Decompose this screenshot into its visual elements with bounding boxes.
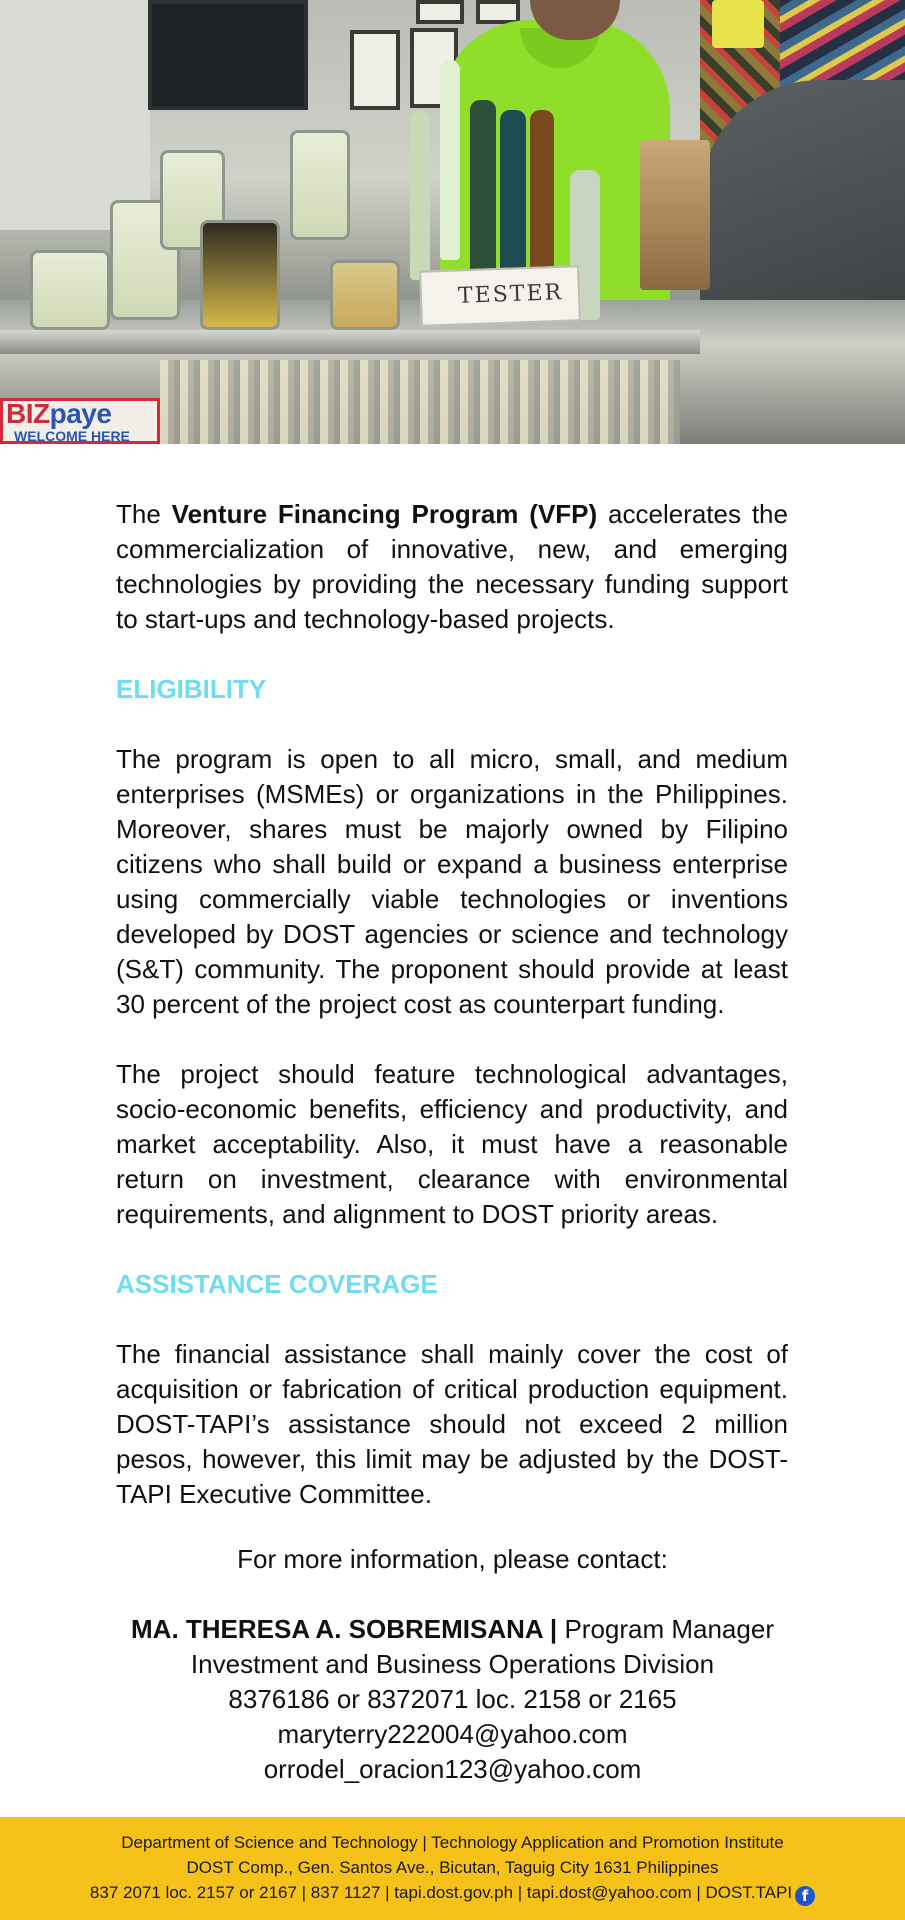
footer-address: DOST Comp., Gen. Santos Ave., Bicutan, Taguig City 1631 Philippines (186, 1858, 719, 1877)
footer-organization: Department of Science and Technology | Technology Application and Promotion Institute (121, 1833, 784, 1852)
product-jar (200, 220, 280, 330)
counter-shelf (0, 330, 700, 354)
contact-name-line (100, 1612, 805, 1647)
contact-division: Investment and Business Operations Division (190, 1649, 715, 1679)
intro-lead: The (116, 499, 172, 529)
assistance-heading: ASSISTANCE COVERAGE (116, 1269, 438, 1299)
bizpaye-welcome: WELCOME HERE (14, 428, 130, 444)
wall (0, 0, 150, 230)
intro-rest: accelerates the commercialization of innovative, new, and emerging technologies by providing the necessary funding support to start-ups and technology-based projects. (116, 499, 788, 634)
product-bottle (410, 110, 430, 280)
product-pouch (640, 140, 710, 290)
contact-phone: 8376186 or 8372071 loc. 2158 or 2165 (228, 1684, 677, 1714)
assistance-paragraph: The financial assistance shall mainly cover the cost of acquisition or fabrication of critical production equipment. DOST-TAPI’s assistance should not exceed 2 million pesos, however, this limit may be adjusted by the DOST-TAPI Executive Committee. (116, 1339, 788, 1509)
bizpaye-brand-part1: BIZ (6, 398, 50, 429)
product-jar (330, 260, 400, 330)
contact-email-1[interactable]: maryterry222004@yahoo.com (277, 1719, 628, 1749)
article-body (116, 497, 788, 1512)
tester-label: TESTER (457, 280, 564, 309)
contact-separator: | (542, 1614, 565, 1644)
eligibility-paragraph-1: The program is open to all micro, small, and medium enterprises (MSMEs) or organizations in the Philippines. Moreover, shares must be majorly owned by Filipino citizens who shall build or expand a business enterprise using commercially viable technologies or inventions developed by DOST agencies or science and technology (S&T) community. The proponent should provide at least 30 percent of the project cost as counterpart funding. (116, 744, 788, 1019)
hero-photo (0, 0, 905, 444)
contact-name: MA. THERESA A. SOBREMISANA (131, 1614, 543, 1644)
footer-contacts: 837 2071 loc. 2157 or 2167 | 837 1127 | tapi.dost.gov.ph | tapi.dost@yahoo.com | DOST.TAPI (89, 1883, 793, 1902)
product-jar (30, 250, 110, 330)
contact-title: Program Manager (564, 1614, 774, 1644)
eligibility-heading: ELIGIBILITY (116, 674, 267, 704)
contact-intro: For more information, please contact: (237, 1544, 668, 1574)
bizpaye-logo-text (6, 398, 111, 430)
wall-sign (712, 0, 764, 48)
product-jar (290, 130, 350, 240)
certificate-frame (416, 0, 464, 24)
product-bottle (440, 60, 460, 260)
bizpaye-brand-part2: paye (49, 398, 112, 429)
facebook-icon[interactable]: f (795, 1886, 815, 1906)
eligibility-paragraph-2: The project should feature technological advantages, socio-economic benefits, efficiency and productivity, and market acceptability. Also, it must have a reasonable return on investment, clearance with environmental requirements, and alignment to DOST priority areas. (116, 1059, 788, 1229)
intro-paragraph (116, 497, 788, 637)
footer-contact-line (0, 1880, 905, 1906)
sample-vials (160, 360, 680, 444)
contact-block (100, 1542, 805, 1787)
wall-monitor (148, 0, 308, 110)
footer (0, 1817, 905, 1920)
contact-email-2[interactable]: orrodel_oracion123@yahoo.com (263, 1754, 642, 1784)
program-name: Venture Financing Program (VFP) (171, 499, 598, 529)
certificate-frame (350, 30, 400, 110)
